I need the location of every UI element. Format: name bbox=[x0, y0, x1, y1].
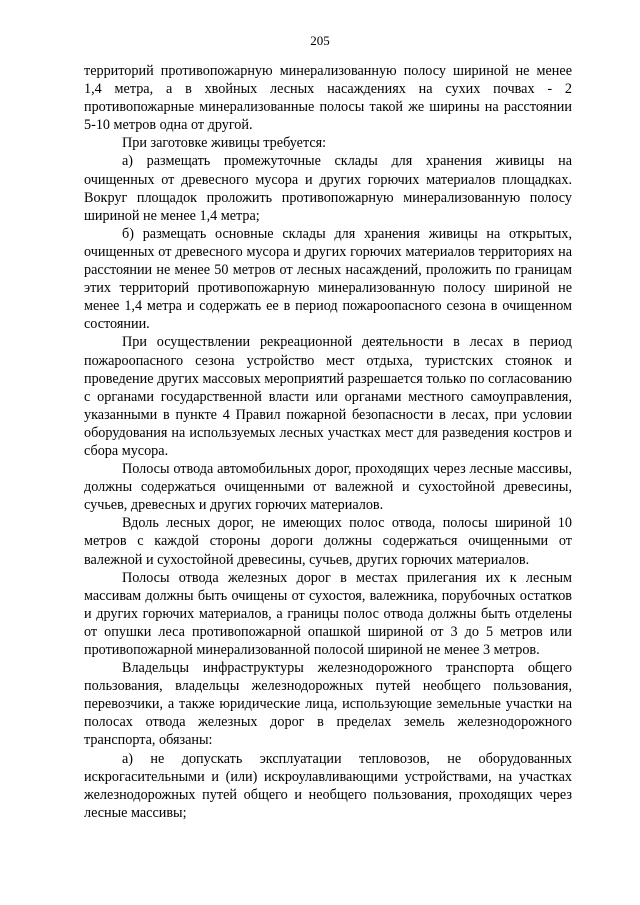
paragraph-railway-item-a: а) не допускать эксплуатации тепловозов, не оборудованных искрогасительными и (или) искроулавливающими устройствами, на участках железнодорожных путей общего и необщего пользования, проходящих через лесные массивы; bbox=[84, 750, 572, 821]
paragraph-railway-owners: Владельцы инфраструктуры железнодорожного транспорта общего пользования, владельцы железнодорожных путей необщего пользования, перевозчики, а также юридические лица, использующие земельные участки на полосах отвода железных дорог в пределах земель железнодорожного транспорта, обязаны: bbox=[84, 660, 572, 749]
paragraph-railway-strips: Полосы отвода железных дорог в местах прилегания их к лесным массивам должны быть очищены от сухостоя, валежника, порубочных остатков и других горючих материалов, а границы полос отвода должны быть отделены от опушки леса противопожарной опашкой шириной от 3 до 5 метров или противопожарной минерализованной полосой шириной не менее 3 метров. bbox=[84, 569, 572, 658]
document-body bbox=[84, 62, 572, 822]
paragraph-continuation: территорий противопожарную минерализованную полосу шириной не менее 1,4 метра, а в хвойных лесных насаждениях на сухих почвах - 2 противопожарные минерализованные полосы такой же ширины на расстоянии 5-10 метров одна от другой. bbox=[84, 63, 572, 134]
paragraph-resin-item-a: а) размещать промежуточные склады для хранения живицы на очищенных от древесного мусора и других горючих материалов площадках. Вокруг площадок проложить противопожарную минерализованную полосу шириной не менее 1,4 метра; bbox=[84, 153, 572, 224]
page-number: 205 bbox=[310, 33, 330, 48]
paragraph-resin-requirements: При заготовке живицы требуется: bbox=[122, 135, 327, 152]
paragraph-road-strips: Полосы отвода автомобильных дорог, проходящих через лесные массивы, должны содержаться очищенными от валежной и сухостойной древесины, сучьев, древесных и других горючих материалов. bbox=[84, 461, 572, 514]
paragraph-recreation: При осуществлении рекреационной деятельности в лесах в период пожароопасного сезона устройство мест отдыха, туристских стоянок и проведение других массовых мероприятий разрешается только по согласованию с органами государственной власти или органами местного самоуправления, указанными в пункте 4 Правил пожарной безопасности в лесах, при условии оборудования на используемых лесных участках мест для разведения костров и сбора мусора. bbox=[84, 334, 572, 459]
paragraph-forest-roads: Вдоль лесных дорог, не имеющих полос отвода, полосы шириной 10 метров с каждой стороны дороги должны содержаться очищенными от валежной и сухостойной древесины, сучьев, других горючих материалов. bbox=[84, 515, 572, 568]
paragraph-resin-item-b: б) размещать основные склады для хранения живицы на открытых, очищенных от древесного мусора и других горючих материалов территориях на расстоянии не менее 50 метров от лесных насаждений, проложить по границам этих территорий противопожарную минерализованную полосу шириной не менее 1,4 метра и содержать ее в период пожароопасного сезона в очищенном состоянии. bbox=[84, 225, 572, 333]
